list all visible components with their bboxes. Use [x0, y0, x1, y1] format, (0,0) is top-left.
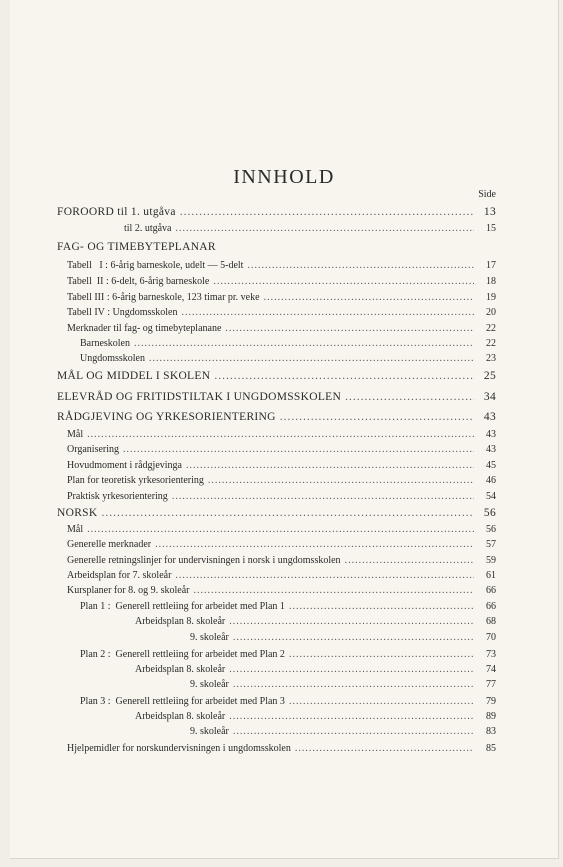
- toc-entry-text: Praktisk yrkesorientering: [67, 491, 168, 502]
- toc-entry[interactable]: [10, 615, 558, 628]
- toc-entry-text: Arbeidsplan for 7. skoleår: [67, 570, 172, 581]
- toc-entry[interactable]: [10, 569, 558, 582]
- toc-entry-text: Merknader til fag- og timebyteplanane: [67, 323, 222, 334]
- toc-entry[interactable]: [10, 259, 558, 272]
- toc-section-heading[interactable]: [10, 507, 558, 520]
- toc-entry[interactable]: [10, 600, 558, 613]
- toc-section-heading[interactable]: [10, 391, 558, 404]
- toc-entry-text: Hjelpemidler for norskundervisningen i ungdomsskolen: [67, 743, 291, 754]
- toc-entry-page: 66: [486, 601, 496, 612]
- toc-entry-text: Hovudmoment i rådgjevinga: [67, 460, 182, 471]
- toc-entry[interactable]: [10, 222, 558, 235]
- toc-entry-text: til 2. utgåva: [124, 223, 172, 234]
- toc-entry[interactable]: [10, 428, 558, 441]
- toc-entry[interactable]: [10, 538, 558, 551]
- toc-entry-page: 89: [486, 711, 496, 722]
- toc-entry-text: Tabell I : 6-årig barneskole, udelt — 5-delt: [67, 260, 244, 271]
- toc-section-heading[interactable]: [10, 411, 558, 424]
- toc-entry[interactable]: [10, 352, 558, 365]
- toc-entry[interactable]: [10, 695, 558, 708]
- toc-entry-page: 68: [486, 616, 496, 627]
- toc-entry[interactable]: [10, 742, 558, 755]
- toc-entry-page: 85: [486, 743, 496, 754]
- toc-entry-text: 9. skoleår: [190, 632, 229, 643]
- toc-entry[interactable]: [10, 337, 558, 350]
- toc-entry[interactable]: [10, 584, 558, 597]
- toc-entry-text: Kursplaner for 8. og 9. skoleår: [67, 585, 190, 596]
- toc-entry-text: FAG- OG TIMEBYTEPLANAR: [57, 241, 216, 253]
- toc-entry[interactable]: [10, 725, 558, 738]
- toc-entry-text: NORSK: [57, 507, 98, 519]
- toc-entry-text: 9. skoleår: [190, 726, 229, 737]
- toc-entry-text: RÅDGJEVING OG YRKESORIENTERING: [57, 411, 276, 423]
- toc-entry-page: 56: [483, 507, 496, 519]
- toc-entry-text: Tabell IV : Ungdomsskolen: [67, 307, 178, 318]
- toc-entry-page: 19: [486, 292, 496, 303]
- toc-entry-page: 20: [486, 307, 496, 318]
- page-column-label: Side: [478, 189, 496, 200]
- toc-entry-text: ELEVRÅD OG FRITIDSTILTAK I UNGDOMSSKOLEN: [57, 391, 342, 403]
- toc-entry-page: 66: [486, 585, 496, 596]
- toc-entry-page: 17: [486, 260, 496, 271]
- toc-entry[interactable]: [10, 443, 558, 456]
- toc-entry-text: Arbeidsplan 8. skoleår: [135, 664, 226, 675]
- toc-entry-page: 59: [486, 555, 496, 566]
- toc-entry-text: Tabell III : 6-årig barneskole, 123 timar pr. veke: [67, 292, 260, 303]
- toc-entry-page: 22: [486, 323, 496, 334]
- toc-entry-page: 77: [486, 679, 496, 690]
- toc-entry-text: Plan 2 : Generell rettleiing for arbeidet med Plan 2: [80, 649, 285, 660]
- toc-entry-page: 15: [486, 223, 496, 234]
- toc-entry[interactable]: [10, 710, 558, 723]
- document-page: [10, 0, 559, 859]
- toc-entry-page: 73: [486, 649, 496, 660]
- toc-entry-text: FOROORD til 1. utgåva: [57, 206, 176, 218]
- toc-entry-page: 56: [486, 524, 496, 535]
- toc-entry[interactable]: [10, 678, 558, 691]
- toc-entry-page: 61: [486, 570, 496, 581]
- toc-entry-text: Plan 1 : Generell rettleiing for arbeidet med Plan 1: [80, 601, 285, 612]
- toc-entry-text: Barneskolen: [80, 338, 130, 349]
- toc-entry[interactable]: [10, 206, 558, 219]
- toc-entry[interactable]: [10, 554, 558, 567]
- toc-entry-page: 74: [486, 664, 496, 675]
- toc-entry-text: Tabell II : 6-delt, 6-årig barneskole: [67, 276, 210, 287]
- toc-entry-page: 22: [486, 338, 496, 349]
- toc-entry-text: Arbeidsplan 8. skoleår: [135, 711, 226, 722]
- toc-entry[interactable]: [10, 648, 558, 661]
- toc-entry-text: Mål: [67, 524, 84, 535]
- toc-entry-text: Plan for teoretisk yrkesorientering: [67, 475, 204, 486]
- toc-entry-text: MÅL OG MIDDEL I SKOLEN: [57, 370, 211, 382]
- toc-entry[interactable]: [10, 663, 558, 676]
- toc-entry[interactable]: [10, 490, 558, 503]
- toc-entry[interactable]: [10, 291, 558, 304]
- toc-entry[interactable]: [10, 459, 558, 472]
- toc-entry-page: 18: [486, 276, 496, 287]
- toc-entry-text: Plan 3 : Generell rettleiing for arbeidet med Plan 3: [80, 696, 285, 707]
- toc-entry[interactable]: [10, 523, 558, 536]
- toc-entry-page: 54: [486, 491, 496, 502]
- toc-entry[interactable]: [10, 306, 558, 319]
- toc-section-heading[interactable]: [10, 370, 558, 383]
- toc-entry-text: Organisering: [67, 444, 120, 455]
- toc-section-heading[interactable]: [10, 241, 558, 254]
- toc-entry-page: 46: [486, 475, 496, 486]
- toc-entry-page: 70: [486, 632, 496, 643]
- toc-entry-page: 45: [486, 460, 496, 471]
- toc-entry-page: 23: [486, 353, 496, 364]
- toc-entry-page: 57: [486, 539, 496, 550]
- toc-entry-page: 79: [486, 696, 496, 707]
- toc-entry-page: 25: [483, 370, 496, 382]
- toc-entry-text: Mål: [67, 429, 84, 440]
- toc-entry-text: Generelle retningslinjer for undervisningen i norsk i ungdomsskolen: [67, 555, 341, 566]
- toc-entry-page: 83: [486, 726, 496, 737]
- toc-entry-page: 13: [483, 206, 496, 218]
- toc-entry-text: Arbeidsplan 8. skoleår: [135, 616, 226, 627]
- toc-entry-text: 9. skoleår: [190, 679, 229, 690]
- toc-entry[interactable]: [10, 474, 558, 487]
- toc-entry[interactable]: [10, 631, 558, 644]
- toc-entry-page: 34: [483, 391, 496, 403]
- toc-entry-page: 43: [483, 411, 496, 423]
- toc-entry-page: 43: [486, 444, 496, 455]
- toc-entry[interactable]: [10, 322, 558, 335]
- toc-entry-text: Generelle merknader: [67, 539, 152, 550]
- toc-entry-text: Ungdomsskolen: [80, 353, 145, 364]
- toc-entry[interactable]: [10, 275, 558, 288]
- page-title: INNHOLD: [233, 166, 335, 188]
- toc-entry-page: 43: [486, 429, 496, 440]
